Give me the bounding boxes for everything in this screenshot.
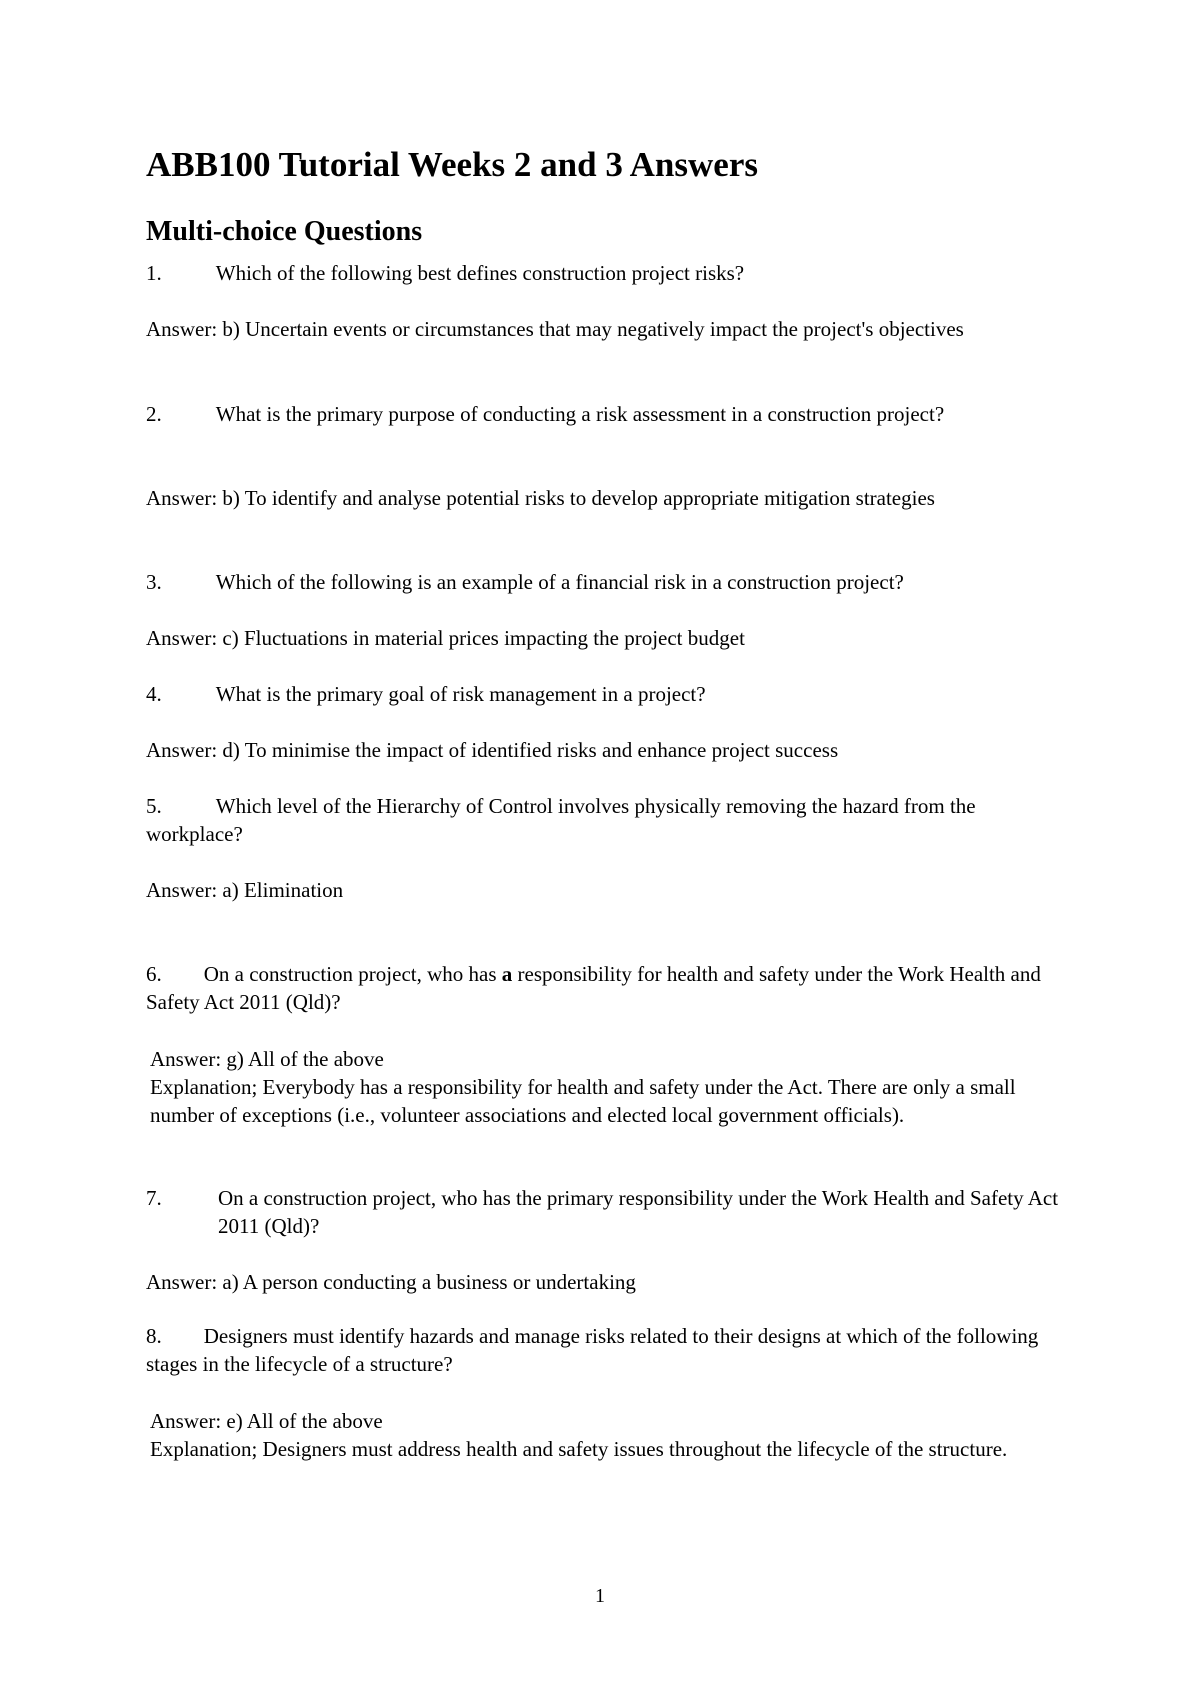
explanation-8: Explanation; Designers must address health and safety issues throughout the lifecycle of the structure.	[150, 1437, 1008, 1461]
question-text: What is the primary purpose of conducting a risk assessment in a construction project?	[215, 402, 945, 426]
question-8	[146, 1322, 1066, 1378]
explanation-6: Explanation; Everybody has a responsibility for health and safety under the Act. There are only a small number of exceptions (i.e., volunteer associations and elected local government officials).	[150, 1075, 1016, 1127]
question-number: 2.	[146, 402, 162, 426]
question-text: On a construction project, who has the primary responsibility under the Work Health and Safety Act 2011 (Qld)?	[218, 1186, 1059, 1238]
question-number: 8.	[146, 1324, 162, 1348]
question-text: What is the primary goal of risk management in a project?	[215, 682, 706, 706]
question-1	[146, 259, 1046, 287]
question-7	[146, 1184, 1066, 1240]
question-2	[146, 400, 1006, 428]
question-5	[146, 792, 1026, 848]
answer-6: Answer: g) All of the above	[150, 1047, 384, 1071]
question-number: 6.	[146, 962, 162, 986]
answer-2: Answer: b) To identify and analyse potential risks to develop appropriate mitigation strategies	[146, 486, 935, 510]
document-title: ABB100 Tutorial Weeks 2 and 3 Answers	[146, 145, 758, 184]
answer-8: Answer: e) All of the above	[150, 1409, 383, 1433]
question-number: 7.	[146, 1186, 162, 1210]
question-text-emphasis: a	[501, 962, 513, 986]
question-number: 4.	[146, 682, 162, 706]
question-text: Which of the following is an example of a financial risk in a construction project?	[215, 570, 904, 594]
question-text: Which of the following best defines construction project risks?	[215, 261, 745, 285]
question-number: 1.	[146, 261, 162, 285]
question-text-part-2: responsibility for health and safety under the Work Health and Safety Act 2011 (Qld)?	[146, 962, 1041, 1014]
answer-1: Answer: b) Uncertain events or circumstances that may negatively impact the project's objectives	[146, 317, 964, 341]
question-4	[146, 680, 1046, 708]
page-number: 1	[595, 1585, 605, 1607]
answer-4: Answer: d) To minimise the impact of identified risks and enhance project success	[146, 738, 839, 762]
question-number: 3.	[146, 570, 162, 594]
answer-5: Answer: a) Elimination	[146, 878, 344, 902]
question-text: Which level of the Hierarchy of Control involves physically removing the hazard from the workplace?	[146, 794, 976, 846]
answer-7: Answer: a) A person conducting a business or undertaking	[146, 1270, 636, 1294]
question-3	[146, 568, 1086, 596]
answer-3: Answer: c) Fluctuations in material prices impacting the project budget	[146, 626, 745, 650]
question-6	[146, 960, 1076, 1016]
question-number: 5.	[146, 794, 162, 818]
question-text-part-1: On a construction project, who has	[203, 962, 502, 986]
question-text: Designers must identify hazards and manage risks related to their designs at which of the following stages in the lifecycle of a structure?	[146, 1324, 1039, 1376]
section-heading: Multi-choice Questions	[146, 216, 423, 247]
